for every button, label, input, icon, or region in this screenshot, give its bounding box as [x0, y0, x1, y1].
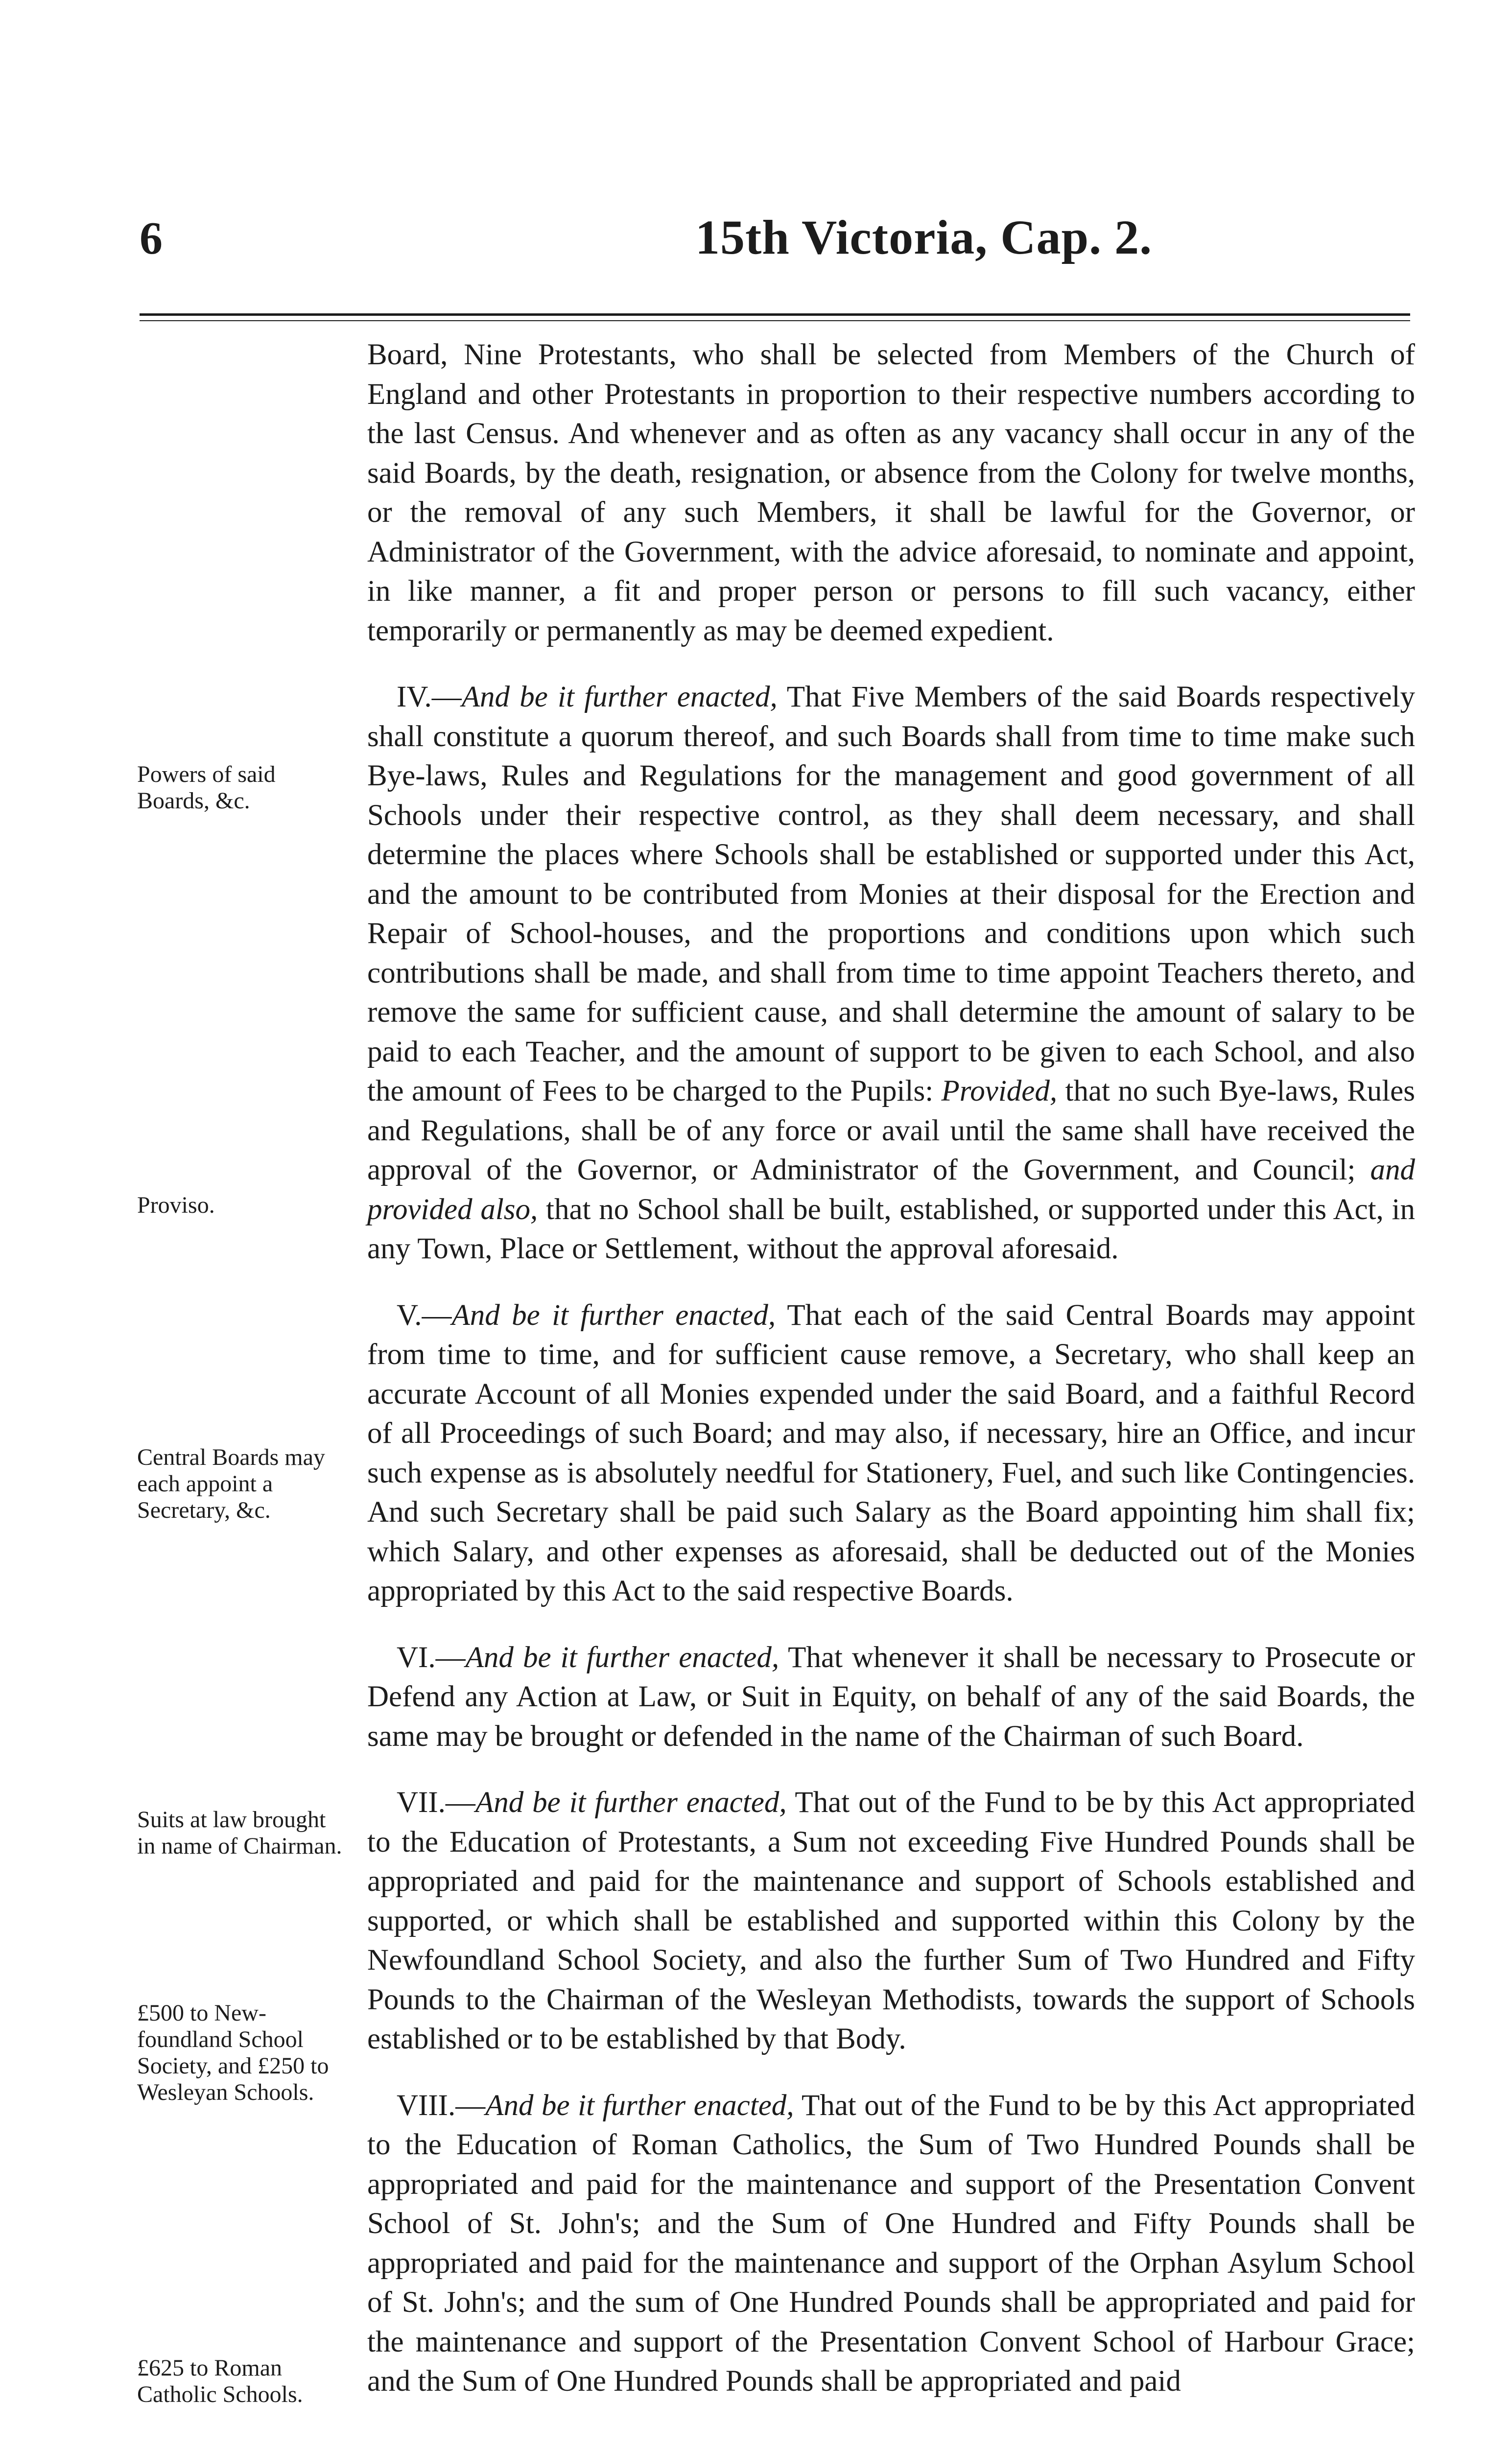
section-number: V.—: [397, 1298, 452, 1332]
margin-note-proviso: Proviso.: [137, 1192, 215, 1218]
section-vii: [367, 1783, 1415, 2059]
section-text: That out of the Fund to be by this Act appropriated to the Education of Protestants, a Sum not exceeding Five Hundred Pounds shall be appropriated and paid for the maintenance and support of Schools established and supported, or which shall be established and supported within this Colony by the Newfoundland School Society, and also the further Sum of Two Hundred and Fifty Pounds to the Chairman of the Wesleyan Methodists, towards the support of Schools established or to be established by that Body.: [367, 1786, 1415, 2055]
margin-note-protestant-grants: £500 to New-foundland School Society, and £250 to Wesleyan Schools.: [137, 2000, 329, 2105]
section-vi: [367, 1638, 1415, 1757]
section-text: that no School shall be built, established, or supported under this Act, in any Town, Place or Settlement, without the approval aforesaid.: [367, 1193, 1415, 1265]
proviso-phrase: Provided,: [941, 1075, 1058, 1107]
section-text: that no such Bye-laws, Rules and Regulations, shall be of any force or avail until the same shall have received the approval of the Governor, or Administrator of the Government, and Council;: [367, 1075, 1415, 1186]
section-viii: [367, 2086, 1415, 2401]
section-text: That out of the Fund to be by this Act appropriated to the Education of Roman Catholics, the Sum of Two Hundred Pounds shall be appropriated and paid for the maintenance and support of the Presentation Convent School of St. John's; and the Sum of One Hundred and Fifty Pounds shall be appropriated and paid for the maintenance and support of the Orphan Asylum School of St. John's; and the sum of One Hundred Pounds shall be appropriated and paid for the maintenance and support of the Presentation Convent School of Harbour Grace; and the Sum of One Hundred Pounds shall be appropriated and paid: [367, 2089, 1415, 2398]
section-number: VIII.—: [397, 2089, 486, 2122]
proviso-phrase: and provided also,: [367, 1153, 1415, 1226]
header-rule-thin: [140, 320, 1410, 321]
enacting-phrase: And be it further enacted,: [461, 681, 778, 713]
running-title: 15th Victoria, Cap. 2.: [695, 210, 1153, 264]
margin-note-secretary: Central Boards may each appoint a Secretary, &c.: [137, 1444, 325, 1523]
section-text: That Five Members of the said Boards respectively shall constitute a quorum thereof, and such Boards shall from time to time make such Bye-laws, Rules and Regulations for the management and good government of all Schools under their respective control, as they shall deem necessary, and shall determine the places where Schools shall be established or supported under this Act, and the amount to be contributed from Monies at their disposal for the Erection and Repair of School-houses, and the proportions and conditions upon which such contributions shall be made, and shall from time to time appoint Teachers thereto, and remove the same for sufficient cause, and shall determine the amount of salary to be paid to each Teacher, and the amount of support to be given to each School, and also the amount of Fees to be charged to the Pupils:: [367, 681, 1415, 1107]
margin-note-powers: Powers of said Boards, &c.: [137, 761, 276, 814]
paragraph-continuation: Board, Nine Protestants, who shall be selected from Members of the Church of England and other Protestants in proportion to their respective numbers according to the last Census. And whenever and as often as any vacancy shall occur in any of the said Boards, by the death, resignation, or absence from the Colony for twelve months, or the removal of any such Members, it shall be lawful for the Governor, or Administrator of the Government, with the advice aforesaid, to nominate and appoint, in like manner, a fit and proper person or persons to fill such vacancy, either temporarily or permanently as may be deemed expedient.: [367, 338, 1415, 647]
enacting-phrase: And be it further enacted,: [485, 2089, 794, 2122]
section-text: That each of the said Central Boards may appoint from time to time, and for sufficient cause remove, a Secretary, who shall keep an accurate Account of all Monies expended under the said Board, and a faithful Record of all Proceedings of such Board; and may also, if necessary, hire an Office, and incur such expense as is absolutely needful for Stationery, Fuel, and such like Contingencies. And such Secretary shall be paid such Salary as the Board appointing him shall fix; which Salary, and other expenses as aforesaid, shall be deducted out of the Monies appropriated by this Act to the said respective Boards.: [367, 1298, 1415, 1607]
header-rule: [140, 313, 1410, 316]
enacting-phrase: And be it further enacted,: [465, 1641, 780, 1674]
margin-note-catholic-grants: £625 to Roman Catholic Schools.: [137, 2355, 303, 2407]
section-number: IV.—: [397, 681, 462, 713]
body-text: [367, 335, 1415, 2401]
section-v: [367, 1296, 1415, 1611]
section-number: VI.—: [397, 1641, 466, 1674]
enacting-phrase: And be it further enacted,: [451, 1298, 776, 1332]
margin-note-suits: Suits at law brought in name of Chairman.: [137, 1807, 342, 1859]
page-number: 6: [140, 213, 163, 264]
section-iv: [367, 678, 1415, 1269]
section-text: That whenever it shall be necessary to Prosecute or Defend any Action at Law, or Suit in Equity, on behalf of any of the said Boards, the same may be brought or defended in the name of the Chairman of such Board.: [367, 1641, 1416, 1753]
section-number: VII.—: [397, 1786, 475, 1819]
enacting-phrase: And be it further enacted,: [475, 1786, 787, 1819]
